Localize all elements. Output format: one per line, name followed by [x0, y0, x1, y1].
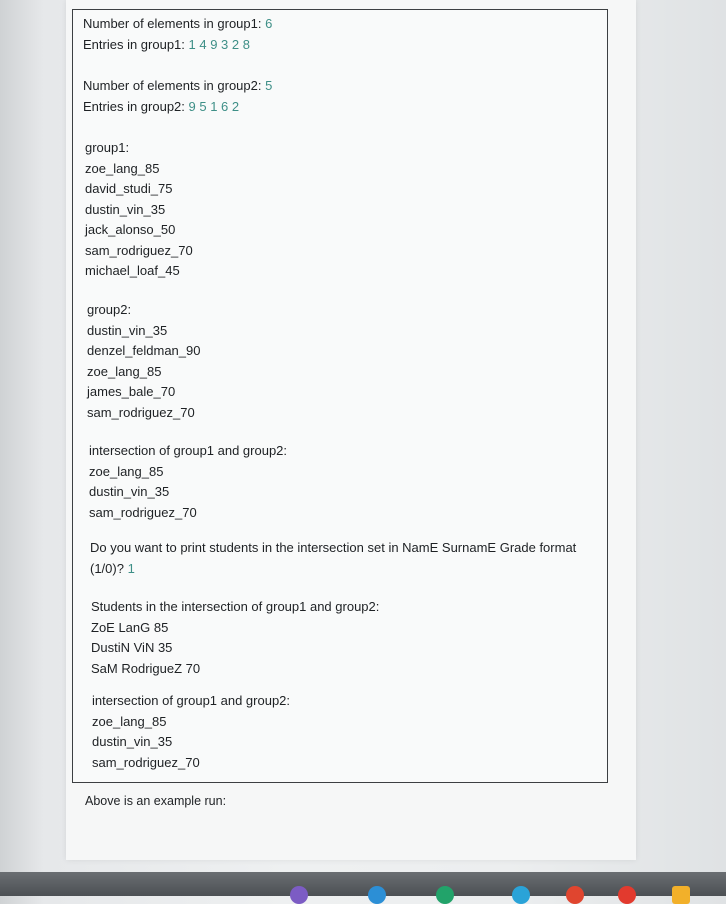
- intersection-list-2: [92, 691, 290, 773]
- list-header: group1:: [85, 140, 130, 155]
- list-header: intersection of group1 and group2:: [89, 443, 288, 458]
- list-item: denzel_feldman_90: [87, 343, 201, 358]
- format-prompt: [90, 538, 602, 579]
- intersection-list-1: [89, 441, 287, 523]
- group2-summary: [83, 76, 272, 117]
- list-item: michael_loaf_45: [85, 263, 180, 278]
- label: Number of elements in group1:: [83, 16, 266, 31]
- group2-entries-line: [83, 97, 272, 118]
- group1-summary: [83, 14, 272, 55]
- list-item: david_studi_75: [85, 181, 173, 196]
- value: 9 5 1 6 2: [188, 98, 240, 114]
- app-icon[interactable]: [566, 886, 584, 904]
- list-item: ZoE LanG 85: [91, 619, 169, 635]
- list-item: dustin_vin_35: [85, 201, 166, 217]
- list-item: SaM RodrigueZ 70: [91, 660, 201, 676]
- value: 5: [265, 78, 273, 93]
- list-header: intersection of group1 and group2:: [92, 693, 291, 708]
- list-header: Students in the intersection of group1 and group2:: [91, 599, 380, 614]
- console-output-box: [72, 9, 608, 783]
- list-item: zoe_lang_85: [92, 713, 167, 729]
- group1-count-line: [83, 14, 272, 35]
- list-item: DustiN ViN 35: [91, 640, 173, 655]
- list-item: zoe_lang_85: [85, 160, 160, 176]
- list-item: zoe_lang_85: [89, 463, 164, 479]
- prompt-answer: 1: [127, 560, 135, 576]
- group1-list: [85, 138, 193, 282]
- list-item: dustin_vin_35: [89, 484, 170, 499]
- app-icon[interactable]: [436, 886, 454, 904]
- group2-count-line: [83, 76, 272, 97]
- list-item: sam_rodriguez_70: [89, 504, 197, 520]
- app-icon[interactable]: [290, 886, 308, 904]
- list-item: dustin_vin_35: [87, 322, 168, 338]
- list-item: sam_rodriguez_70: [87, 404, 195, 420]
- group1-entries-line: [83, 35, 272, 56]
- prompt-text: Do you want to print students in the intersection set in NamE SurnamE Grade format (1/0)?: [90, 540, 577, 576]
- group2-list: [87, 300, 200, 423]
- label: Entries in group1:: [83, 36, 189, 52]
- list-item: sam_rodriguez_70: [85, 242, 193, 258]
- app-icon[interactable]: [618, 886, 636, 904]
- value: 6: [265, 16, 273, 31]
- value: 1 4 9 3 2 8: [188, 36, 250, 52]
- list-item: sam_rodriguez_70: [92, 754, 200, 770]
- list-header: group2:: [87, 302, 132, 317]
- list-item: james_bale_70: [87, 384, 176, 399]
- app-icon[interactable]: [672, 886, 690, 904]
- label: Number of elements in group2:: [83, 78, 266, 93]
- list-item: dustin_vin_35: [92, 734, 173, 749]
- label: Entries in group2:: [83, 98, 189, 114]
- students-list: [91, 597, 379, 679]
- taskbar: [0, 872, 726, 896]
- list-item: jack_alonso_50: [85, 222, 176, 237]
- app-icon[interactable]: [368, 886, 386, 904]
- app-icon[interactable]: [512, 886, 530, 904]
- caption: Above is an example run:: [85, 794, 227, 808]
- list-item: zoe_lang_85: [87, 363, 162, 379]
